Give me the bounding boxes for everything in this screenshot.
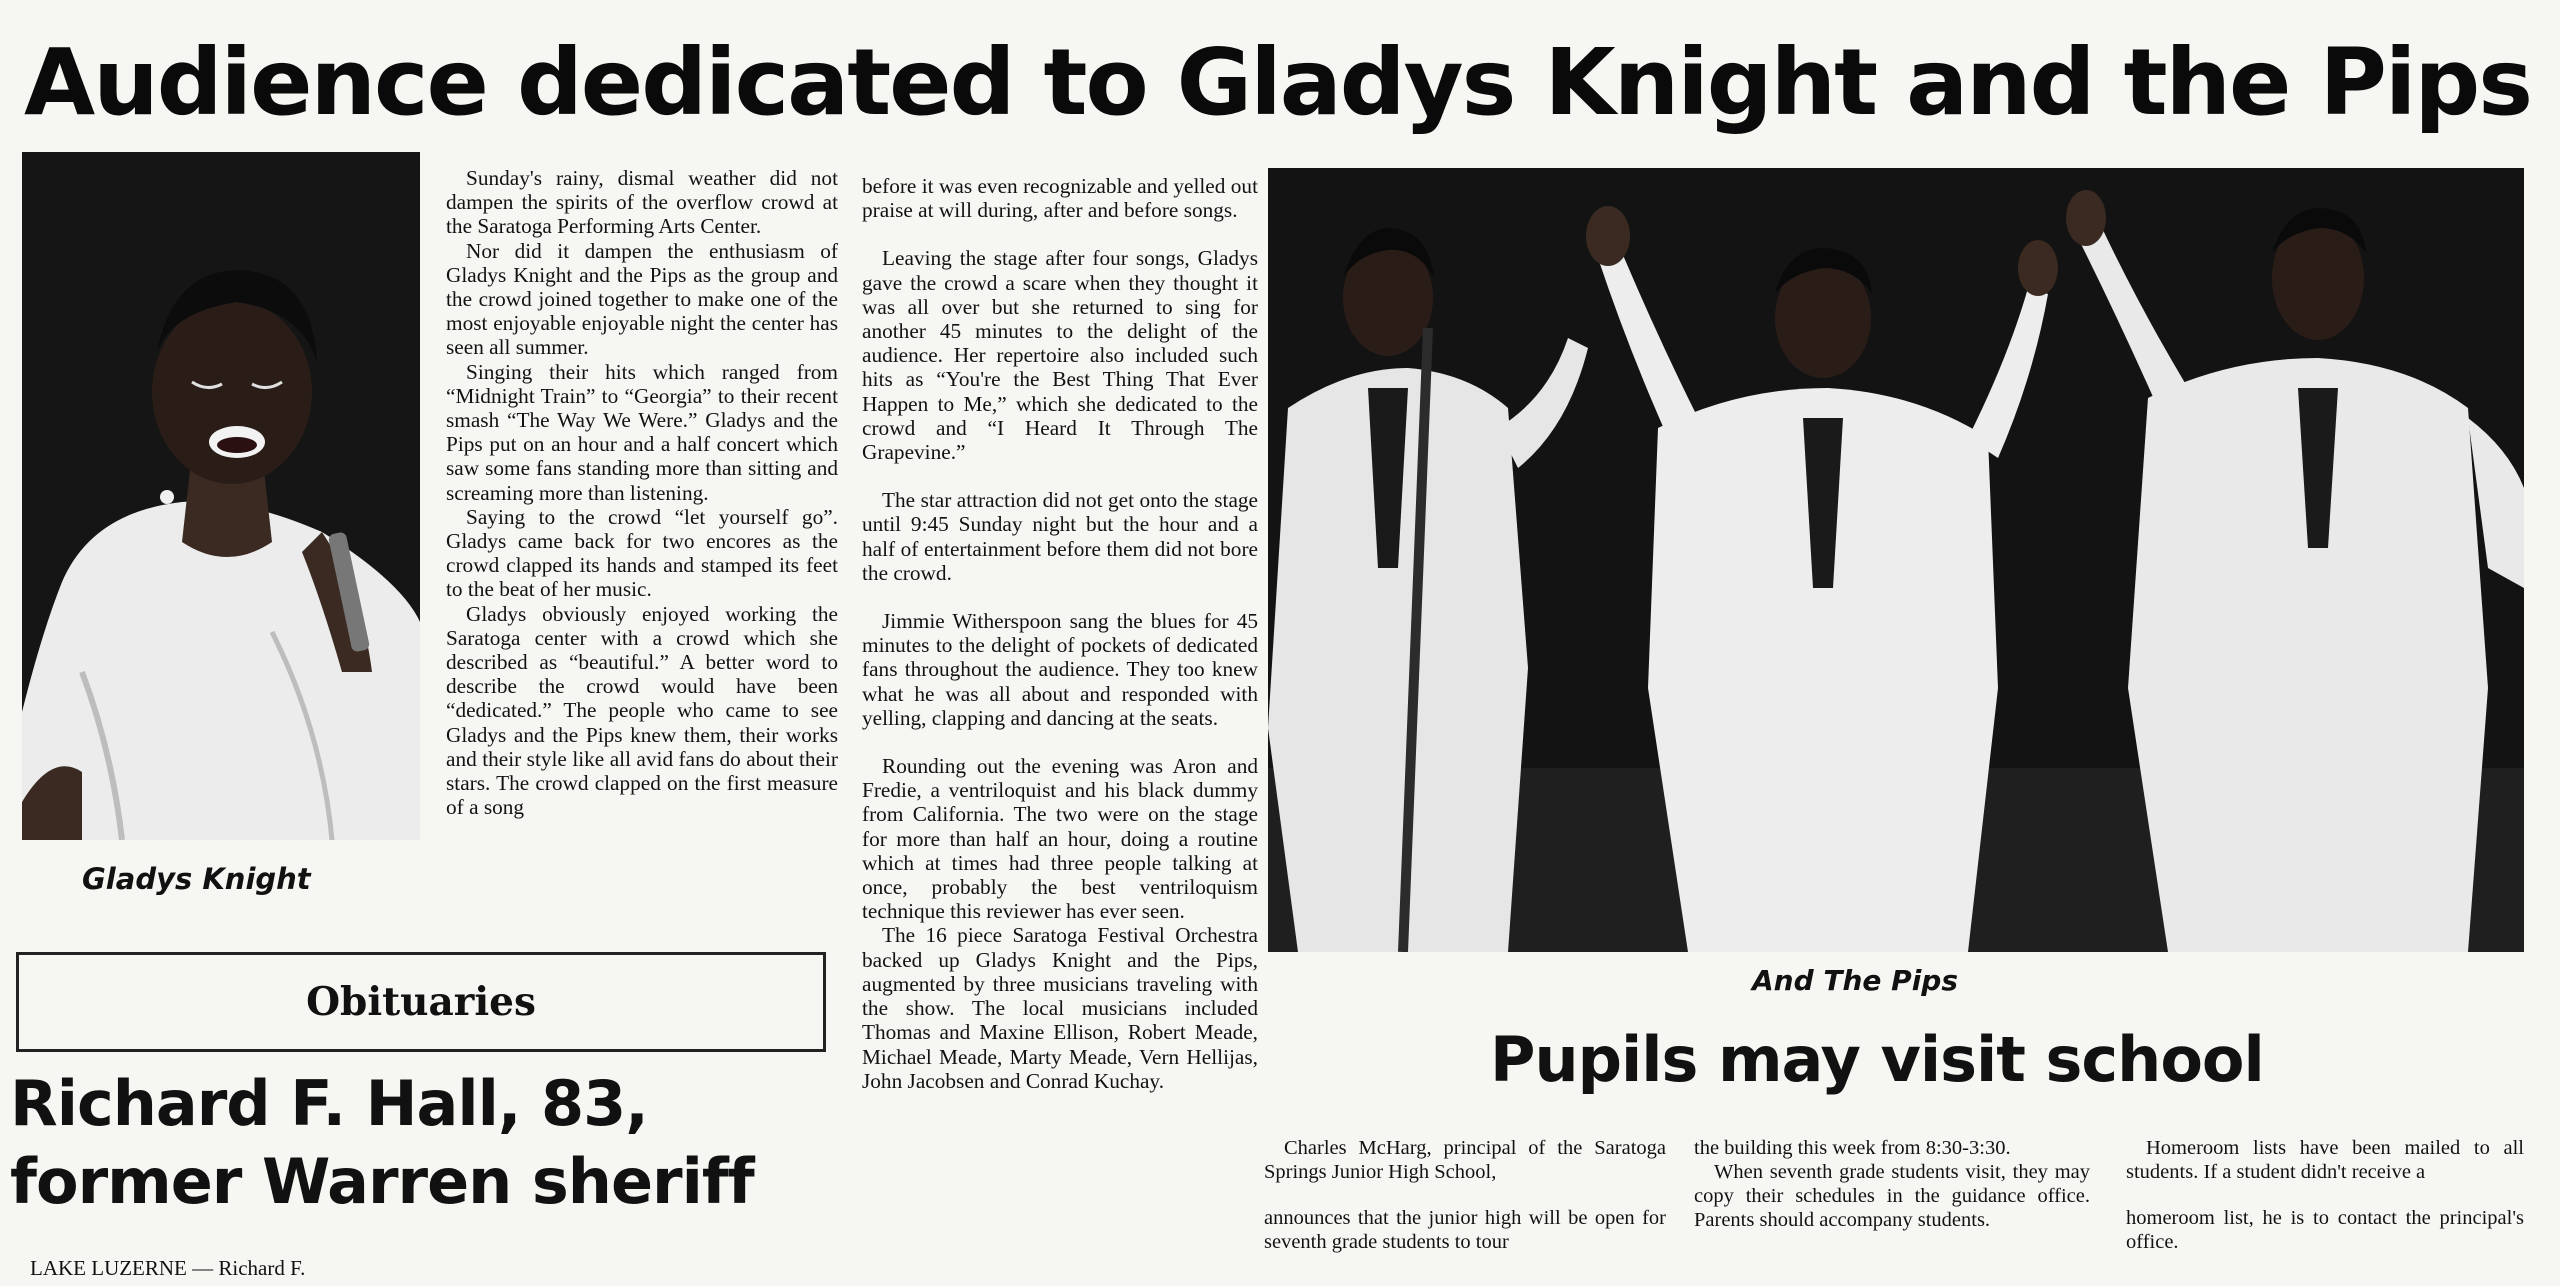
pupils-column-3 [2126,1136,2524,1254]
paragraph: Leaving the stage after four songs, Gladys gave the crowd a scare when they thought it was all over but she returned to sing for another 45 minutes to the delight of the audience. Her repertoire also included such hits as “You're the Best Thing That Ever Happen to Me,” which she dedicated to the crowd and “I Heard It Through The Grapevine.” [862,246,1258,465]
paragraph: Charles McHarg, principal of the Saratoga Springs Junior High School, [1264,1137,1666,1183]
performers-illustration [1268,168,2524,952]
photo-caption-pips: And The Pips [1752,964,1958,997]
paragraph: Sunday's rainy, dismal weather did not dampen the spirits of the overflow crowd at the Saratoga Performing Arts Center. [446,166,838,239]
paragraph: The 16 piece Saratoga Festival Orchestra backed up Gladys Knight and the Pips, augmented by three musicians traveling with the show. The local musicians included Thomas and Maxine Ellison, Robert Meade, Michael Meade, Marty Meade, Vern Hellijas, John Jacobsen and Conrad Kuchay. [862,923,1258,1093]
paragraph: Rounding out the evening was Aron and Fredie, a ventriloquist and his black dummy from California. The two were on the stage for more than half an hour, doing a routine which at times had three people talking at once, probably the best ventriloquism technique this reviewer has ever seen. [862,754,1258,924]
paragraph: The star attraction did not get onto the stage until 9:45 Sunday night but the hour and a half of entertainment before them did not bore the crowd. [862,488,1258,585]
paragraph: Nor did it dampen the enthusiasm of Gladys Knight and the Pips as the group and the crowd joined together to make one of the most enjoyable enjoyable night the center has seen all summer. [446,238,838,360]
paragraph: the building this week from 8:30-3:30. [1694,1137,2011,1159]
paragraph: Homeroom lists have been mailed to all students. If a student didn't receive a [2126,1137,2524,1183]
paragraph: Jimmie Witherspoon sang the blues for 45 minutes to the delight of pockets of dedicated fans throughout the audience. They too knew what he was all about and responded with yelling, clapping and dancing at the seats. [862,609,1258,730]
the-pips-photo [1268,168,2524,952]
paragraph: homeroom list, he is to contact the principal's office. [2126,1207,2524,1253]
obituary-dateline: LAKE LUZERNE — Richard F. [30,1256,306,1280]
paragraph: Saying to the crowd “let yourself go”. Gladys came back for two encores as the crowd clapped its hands and stamped its feet to the beat of her music. [446,504,838,602]
gladys-knight-photo [22,152,420,840]
paragraph: When seventh grade students visit, they may copy their schedules in the guidance office. Parents should accompany students. [1694,1161,2090,1231]
paragraph: announces that the junior high will be open for seventh grade students to tour [1264,1207,1666,1253]
pupils-headline: Pupils may visit school [1490,1023,2264,1096]
paragraph: Singing their hits which ranged from “Midnight Train” to “Georgia” to their recent smash “The Way We Were.” Gladys and the Pips put on an hour and a half concert which saw some fans standing more than sitting and screaming more than listening. [446,359,838,505]
obituaries-banner [16,952,826,1052]
paragraph: Gladys obviously enjoyed working the Saratoga center with a crowd which she described as “beautiful.” A better word to describe the crowd would have been “dedicated.” The people who came to see Gladys and the Pips knew them, their works and their style like all avid fans do about their stars. The crowd clapped on the first measure of a song [446,601,838,820]
photo-caption-gladys: Gladys Knight [82,862,311,896]
singer-illustration [22,152,420,840]
headline: Audience dedicated to Gladys Knight and the Pips [24,29,2532,136]
article-column-2 [862,174,1258,1093]
obituaries-label: Obituaries [306,979,536,1025]
article-column-1 [446,166,838,819]
obituary-headline: Richard F. Hall, 83, former Warren sheriff [10,1067,754,1218]
pupils-column-2 [1694,1136,2090,1232]
paragraph: before it was even recognizable and yelled out praise at will during, after and before songs. [862,174,1258,223]
pupils-column-1 [1264,1136,1666,1254]
